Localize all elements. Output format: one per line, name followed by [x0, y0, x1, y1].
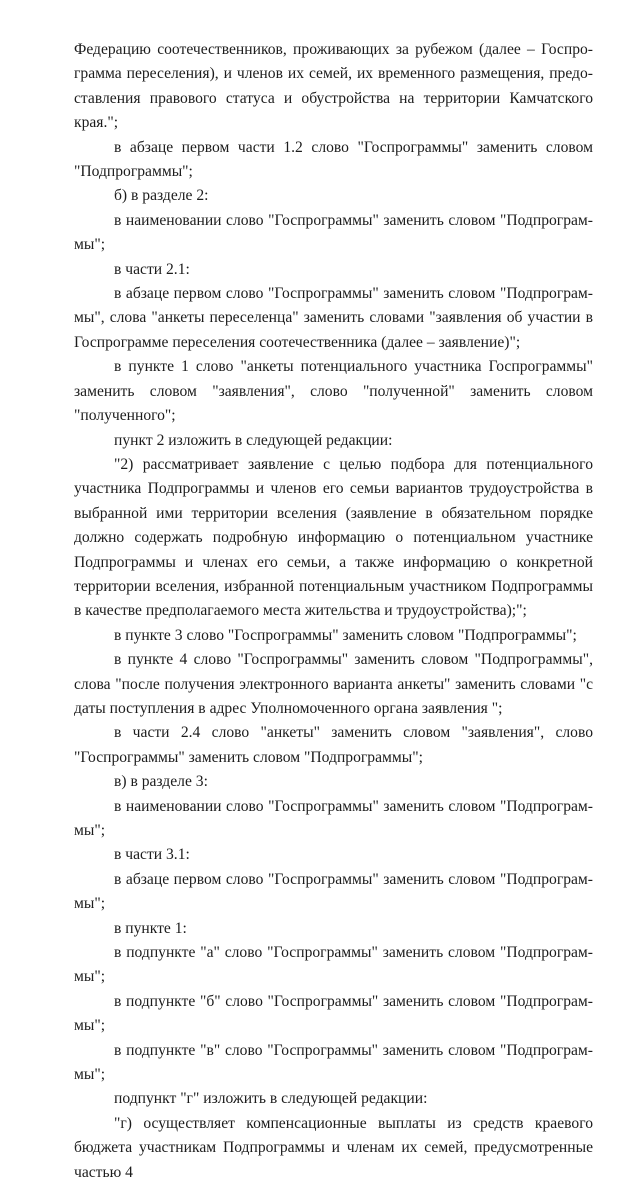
paragraph-section-3-title: в наименовании слово "Госпрограммы" заменить словом "Подпрограммы"; — [74, 797, 593, 839]
paragraph-point-4: в пункте 4 слово "Госпрограммы" заменить словом "Подпрограммы", слова "после получения электронного варианта анкеты" заменить словами "с даты поступления в адрес Уполномоченного органа заявления "; — [74, 651, 593, 717]
paragraph-part-3-1-first: в абзаце первом слово "Госпрограммы" заменить словом "Подпрограммы"; — [74, 870, 593, 913]
paragraph-section-2-heading: б) в разделе 2: — [114, 187, 209, 205]
paragraph-point-1-heading: в пункте 1: — [114, 919, 187, 937]
document-body — [74, 38, 593, 1185]
paragraph-subpoint-v: в подпункте "в" слово "Госпрограммы" заменить словом "Подпрограммы"; — [74, 1041, 593, 1084]
paragraph-section-2-title: в наименовании слово "Госпрограммы" заменить словом "Подпрограммы"; — [74, 211, 593, 254]
paragraph-part-1-2: в абзаце первом части 1.2 слово "Госпрограммы" заменить словом "Подпрограммы"; — [74, 138, 593, 181]
paragraph-part-3-1-heading: в части 3.1: — [114, 846, 190, 864]
paragraph-subpoint-b: в подпункте "б" слово "Госпрограммы" заменить словом "Подпрограммы"; — [74, 992, 593, 1035]
paragraph-part-2-1-first: в абзаце первом слово "Госпрограммы" заменить словом "Подпрограммы", слова "анкеты переселенца" заменить словами "заявления об участии в Госпрограмме переселения соотечественника (далее – заявление)"; — [74, 285, 593, 351]
paragraph-point-2-intro: пункт 2 изложить в следующей редакции: — [114, 431, 393, 449]
paragraph-part-2-4: в части 2.4 слово "анкеты" заменить словом "заявления", слово "Госпрограммы" заменить словом "Подпрограммы"; — [74, 724, 593, 766]
paragraph-subpoint-g-text: "г) осуществляет компенсационные выплаты из средств краевого бюджета участникам Подпрограммы и членам их семей, предусмотренные частью 4 — [74, 1114, 593, 1181]
paragraph-point-2-text: "2) рассматривает заявление с целью подбора для потенциального участника Подпрограммы и членов его семьи вариантов трудоустройства в выбранной ими территории вселения (заявление в обязательном порядке должно содержать подробную информацию о потенциальном участнике Подпрограммы и членах его семьи, а также информацию о конкретной территории вселения, избранной потенциальным участником Подпрограммы в качестве предполагаемого места жительства и трудоустройства);"; — [74, 455, 593, 620]
paragraph-continuation: Федерацию соотечественников, проживающих за рубежом (далее – Госпрограмма переселения), и членов их семей, их временного размещения, предоставления правового статуса и обустройства на территории Камчатского края."; — [74, 41, 593, 132]
paragraph-point-1: в пункте 1 слово "анкеты потенциального участника Госпрограммы" заменить словом "заявления", слово "полученной" заменить словом "полученного"; — [74, 358, 593, 425]
paragraph-part-2-1-heading: в части 2.1: — [114, 260, 190, 278]
paragraph-section-3-heading: в) в разделе 3: — [114, 773, 208, 791]
paragraph-subpoint-a: в подпункте "а" слово "Госпрограммы" заменить словом "Подпрограммы"; — [74, 944, 593, 986]
paragraph-point-3: в пункте 3 слово "Госпрограммы" заменить словом "Подпрограммы"; — [114, 626, 577, 644]
paragraph-subpoint-g-intro: подпункт "г" изложить в следующей редакции: — [114, 1090, 428, 1108]
